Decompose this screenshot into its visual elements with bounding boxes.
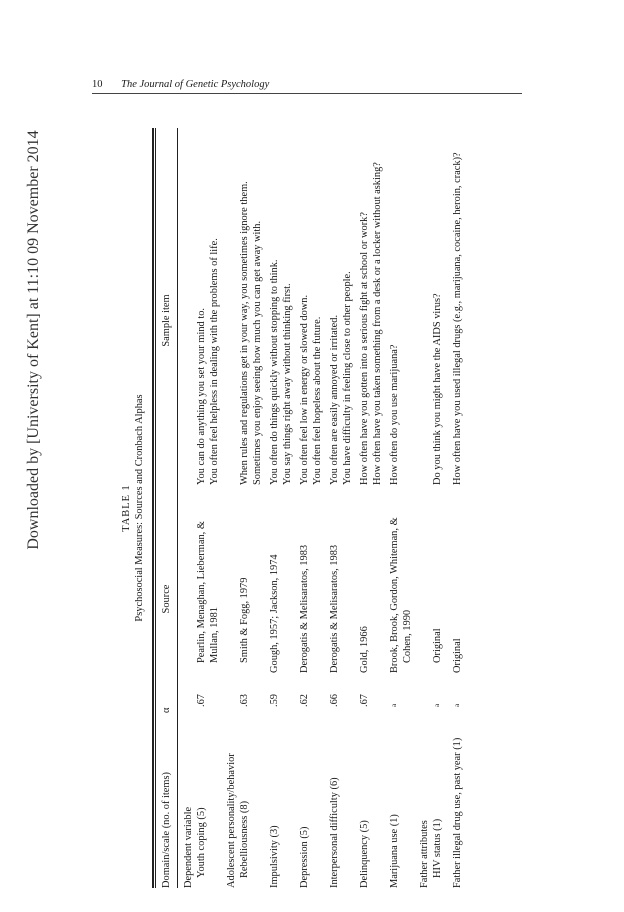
scale-name: HIV status (1) <box>432 818 443 878</box>
alpha-value: .63 <box>239 694 250 707</box>
alpha-cell <box>358 673 384 707</box>
alpha-cell <box>418 673 447 707</box>
sample-item: You often feel low in energy or slowed down. <box>299 294 310 485</box>
source-text: Brook, Brook, Gordon, Whiteman, & Cohen, 1990 <box>389 517 413 673</box>
sample-item: Do you think you might have the AIDS virus? <box>432 293 443 485</box>
alpha-cell <box>268 673 294 707</box>
scale-name: Interpersonal difficulty (6) <box>329 777 340 888</box>
scale-name: Depression (5) <box>299 826 310 888</box>
alpha-value: a <box>390 703 398 707</box>
journal-title: The Journal of Genetic Psychology <box>121 79 270 90</box>
rotated-table-page <box>120 128 540 888</box>
domain-cell <box>182 707 221 888</box>
source-cell <box>388 485 414 673</box>
source-cell <box>418 485 447 673</box>
sample-item: How often do you use marijuana? <box>389 344 400 485</box>
sample-cell <box>328 128 354 485</box>
source-text: Gough, 1957; Jackson, 1974 <box>269 554 280 673</box>
source-cell <box>268 485 294 673</box>
col-header-alpha: α <box>161 707 172 713</box>
domain-group: Adolescent personality/behavior <box>226 753 237 888</box>
col-header-source: Source <box>161 584 172 614</box>
domain-cell <box>358 707 384 888</box>
domain-cell <box>298 707 324 888</box>
source-text: Original <box>432 628 443 663</box>
col-header-sample: Sample item <box>161 294 172 347</box>
sample-item: You often feel hopeless about the future. <box>312 316 323 485</box>
table-row <box>354 128 384 888</box>
scale-name: Impulsivity (3) <box>269 825 280 888</box>
alpha-cell <box>298 673 324 707</box>
source-text: Derogatis & Melisaratos, 1983 <box>299 544 310 673</box>
source-cell <box>328 485 354 673</box>
domain-group: Dependent variable <box>183 806 194 888</box>
alpha-cell <box>388 673 414 707</box>
table-row <box>264 128 294 888</box>
source-text: Pearlin, Menaghan, Lieberman, & Mullan, 1981 <box>196 521 220 663</box>
watermark-text: Downloaded by [University of Kent] at 11:10 09 November 2014 <box>25 130 42 550</box>
table-label: TABLE 1 <box>121 484 132 532</box>
table-caption <box>120 128 146 888</box>
source-cell <box>358 485 384 673</box>
alpha-cell <box>225 673 264 707</box>
table-row <box>221 128 264 888</box>
sample-cell <box>225 128 264 485</box>
source-cell <box>225 485 264 673</box>
scale-name: Father illegal drug use, past year (1) <box>452 737 464 888</box>
col-header-domain: Domain/scale (no. of items) <box>161 772 172 888</box>
sample-cell <box>298 128 324 485</box>
sample-item: How often have you gotten into a serious fight at school or work? <box>359 212 370 485</box>
scale-name: Delinquency (5) <box>359 820 370 888</box>
alpha-cell <box>451 673 467 707</box>
sample-cell <box>268 128 294 485</box>
page-number: 10 <box>92 79 103 90</box>
table-row <box>384 128 414 888</box>
alpha-value: .59 <box>269 694 280 707</box>
sample-cell <box>388 128 414 485</box>
source-cell <box>182 485 221 673</box>
sample-item: You can do anything you set your mind to. <box>196 307 207 485</box>
source-text: Original <box>452 638 464 673</box>
source-cell <box>451 485 467 673</box>
domain-cell <box>451 707 467 888</box>
source-text: Derogatis & Melisaratos, 1983 <box>329 544 340 673</box>
table-body <box>178 128 468 888</box>
scale-name: Youth coping (5) <box>196 807 207 878</box>
alpha-value: .67 <box>196 694 207 707</box>
domain-cell <box>328 707 354 888</box>
sample-item: When rules and regulations get in your way, you sometimes ignore them. <box>239 181 250 485</box>
source-cell <box>298 485 324 673</box>
table-row <box>294 128 324 888</box>
sample-item: You have difficulty in feeling close to other people. <box>342 271 353 485</box>
table-header <box>156 128 178 888</box>
alpha-cell <box>182 673 221 707</box>
alpha-value: a <box>453 703 462 707</box>
domain-cell <box>225 707 264 888</box>
sample-item: You often do things quickly without stopping to think. <box>269 259 280 485</box>
scale-name: Marijuana use (1) <box>389 814 400 888</box>
table-row <box>178 128 221 888</box>
sample-cell <box>182 128 221 485</box>
table-row <box>414 128 447 888</box>
sample-item: How often have you taken something from a desk or a locker without asking? <box>372 162 383 485</box>
alpha-value: a <box>433 703 441 707</box>
sample-item: You often feel helpless in dealing with the problems of life. <box>209 238 220 485</box>
running-header <box>92 79 522 94</box>
table-title: Psychosocial Measures: Sources and Cronbach Alphas <box>134 394 145 622</box>
source-text: Gold, 1966 <box>359 626 370 673</box>
alpha-value: .67 <box>359 694 370 707</box>
sample-item: You say things right away without thinking first. <box>282 283 293 485</box>
top-rule <box>152 128 154 888</box>
sample-item: How often have you used illegal drugs (e.g., marijuana, cocaine, heroin, crack)? <box>452 152 464 485</box>
alpha-value: .62 <box>299 694 310 707</box>
domain-cell <box>418 707 447 888</box>
scale-name: Rebelliousness (8) <box>239 800 250 878</box>
source-text: Smith & Fogg, 1979 <box>239 577 250 663</box>
alpha-cell <box>328 673 354 707</box>
sample-cell <box>451 128 467 485</box>
table-row <box>447 128 467 888</box>
download-watermark <box>14 0 54 912</box>
sample-item: You often are easily annoyed or irritated. <box>329 314 340 485</box>
domain-group: Father attributes <box>419 820 430 888</box>
sample-item: Sometimes you enjoy seeing how much you can get away with. <box>252 220 263 485</box>
domain-cell <box>388 707 414 888</box>
alpha-value: .66 <box>329 694 340 707</box>
sample-cell <box>418 128 447 485</box>
domain-cell <box>268 707 294 888</box>
sample-cell <box>358 128 384 485</box>
table-row <box>324 128 354 888</box>
